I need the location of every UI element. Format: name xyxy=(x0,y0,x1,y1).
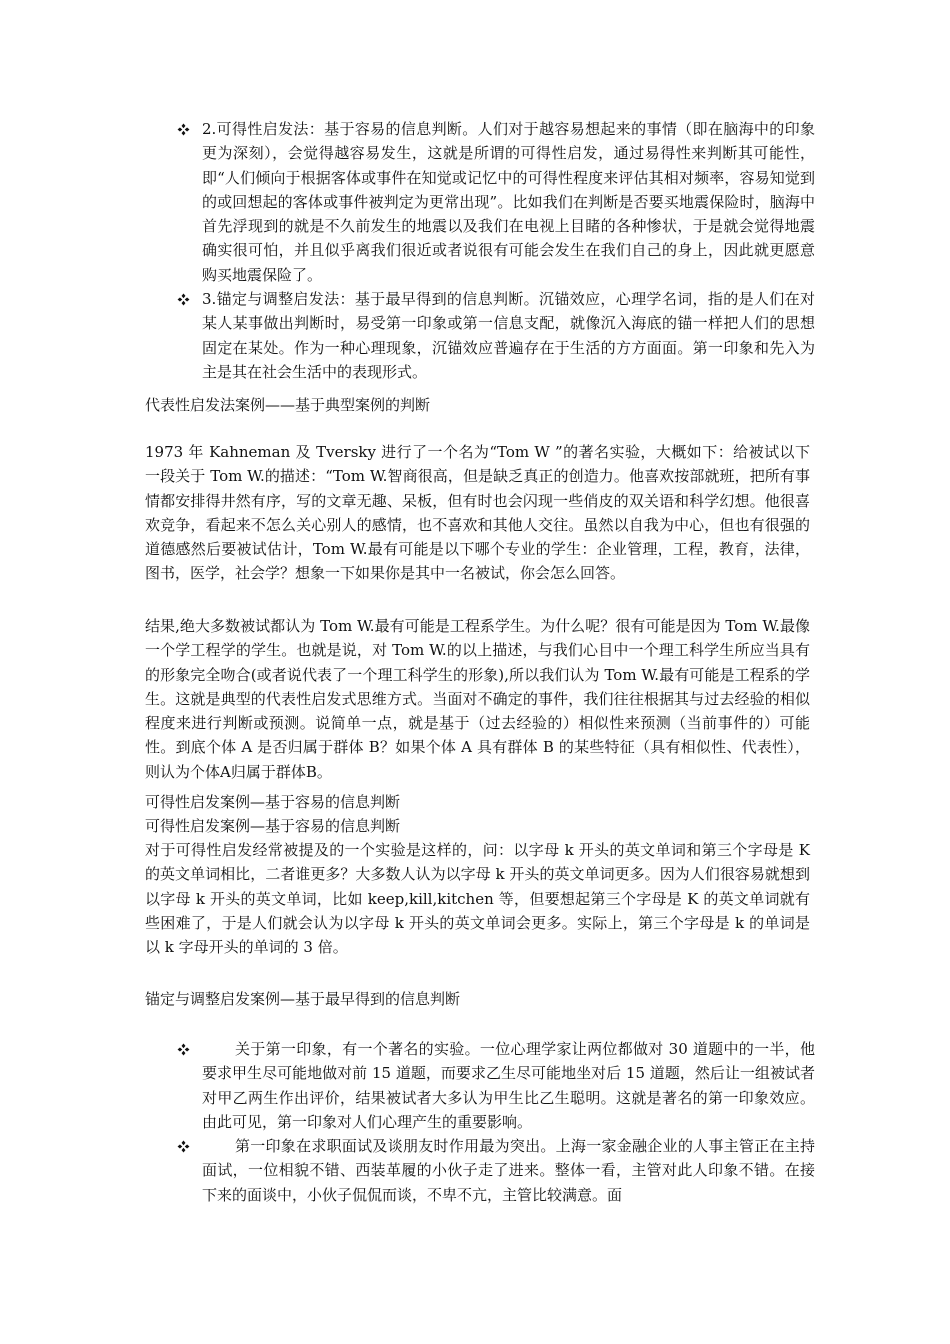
availability-case-heading-repeat: 可得性启发案例—基于容易的信息判断 xyxy=(145,817,401,835)
anchoring-case-heading: 锚定与调整启发案例—基于最早得到的信息判断 xyxy=(145,990,461,1008)
list-item xyxy=(170,1134,815,1207)
four-diamond-bullet-icon xyxy=(176,1037,190,1061)
four-diamond-bullet-icon xyxy=(176,117,190,141)
heuristics-bullet-list xyxy=(170,117,815,384)
list-item xyxy=(170,287,815,384)
anchoring-heuristic-text: 3.锚定与调整启发法：基于最早得到的信息判断。沉锚效应，心理学名词，指的是人们在对某人某事做出判断时，易受第一印象或第一信息支配，就像沉入海底的锚一样把人们的思想固定在某处。作为一种心理现象，沉锚效应普遍存在于生活的方方面面。第一印象和先入为主是其在社会生活中的表现形式。 xyxy=(202,290,815,381)
four-diamond-bullet-icon xyxy=(176,1134,190,1158)
first-impression-bullet-list xyxy=(170,1037,815,1207)
availability-case-heading: 可得性启发案例—基于容易的信息判断 xyxy=(145,793,401,811)
representative-case-heading: 代表性启发法案例——基于典型案例的判断 xyxy=(145,396,431,414)
availability-heuristic-text: 2.可得性启发法：基于容易的信息判断。人们对于越容易想起来的事情（即在脑海中的印象更为深刻），会觉得越容易发生，这就是所谓的可得性启发，通过易得性来判断其可能性，即“人们倾向于根据客体或事件在知觉或记忆中的可得性程度来评估其相对频率，容易知觉到的或回想起的客体或事件被判定为更常出现”。比如我们在判断是否要买地震保险时，脑海中首先浮现到的就是不久前发生的地震以及我们在电视上目睹的各种惨状，于是就会觉得地震确实很可怕，并且似乎离我们很近或者说很有可能会发生在我们自己的身上，因此就更愿意购买地震保险了。 xyxy=(202,120,815,284)
letter-k-experiment-paragraph: 对于可得性启发经常被提及的一个实验是这样的，问：以字母 k 开头的英文单词和第三个字母是 K 的英文单词相比，二者谁更多？大多数人认为以字母 k 开头的英文单词更多。因为人们很容易就想到以字母 k 开头的英文单词，比如 keep,kill,kitchen 等，但要想起第三个字母是 K 的英文单词就有些困难了，于是人们就会认为以字母 k 开头的英文单词会更多。实际上，第三个字母是 k 的单词是以 k 字母开头的单词的 3 倍。 xyxy=(145,841,810,957)
four-diamond-bullet-icon xyxy=(176,287,190,311)
first-impression-experiment-text: 关于第一印象，有一个著名的实验。一位心理学家让两位都做对 30 道题中的一半，他要求甲生尽可能地做对前 15 道题，而要求乙生尽可能地坐对后 15 道题，然后让一组被试者对甲乙两生作出评价，结果被试者大多认为甲生比乙生聪明。这就是著名的第一印象效应。由此可见，第一印象对人们心理产生的重要影响。 xyxy=(202,1040,815,1131)
tom-w-result-paragraph: 结果,绝大多数被试都认为 Tom W.最有可能是工程系学生。为什么呢？很有可能是因为 Tom W.最像一个学工程学的学生。也就是说，对 Tom W.的以上描述，与我们心目中一个理工科学生所应当具有的形象完全吻合(或者说代表了一个理工科学生的形象),所以我们认为 Tom W.最有可能是工程系的学生。这就是典型的代表性启发式思维方式。当面对不确定的事件，我们往往根据其与过去经验的相似程度来进行判断或预测。说简单一点，就是基于（过去经验的）相似性来预测（当前事件的）可能性。到底个体 A 是否归属于群体 B？如果个体 A 具有群体 B 的某些特征（具有相似性、代表性），则认为个体A归属于群体B。 xyxy=(145,617,810,781)
list-item xyxy=(170,117,815,287)
job-interview-example-text: 第一印象在求职面试及谈朋友时作用最为突出。上海一家金融企业的人事主管正在主持面试，一位相貌不错、西装革履的小伙子走了进来。整体一看，主管对此人印象不错。在接下来的面谈中，小伙子侃侃而谈，不卑不亢，主管比较满意。面 xyxy=(202,1137,815,1204)
tom-w-experiment-paragraph: 1973 年 Kahneman 及 Tversky 进行了一个名为“Tom W ”的著名实验，大概如下：给被试以下一段关于 Tom W.的描述：“Tom W.智商很高，但是缺乏真正的创造力。他喜欢按部就班，把所有事情都安排得井然有序，写的文章无趣、呆板，但有时也会闪现一些俏皮的双关语和科学幻想。他很喜欢竞争，看起来不怎么关心别人的感情，也不喜欢和其他人交往。虽然以自我为中心，但也有很强的道德感然后要被试估计，Tom W.最有可能是以下哪个专业的学生：企业管理，工程，教育，法律，图书，医学，社会学？想象一下如果你是其中一名被试，你会怎么回答。 xyxy=(145,443,810,583)
list-item xyxy=(170,1037,815,1134)
